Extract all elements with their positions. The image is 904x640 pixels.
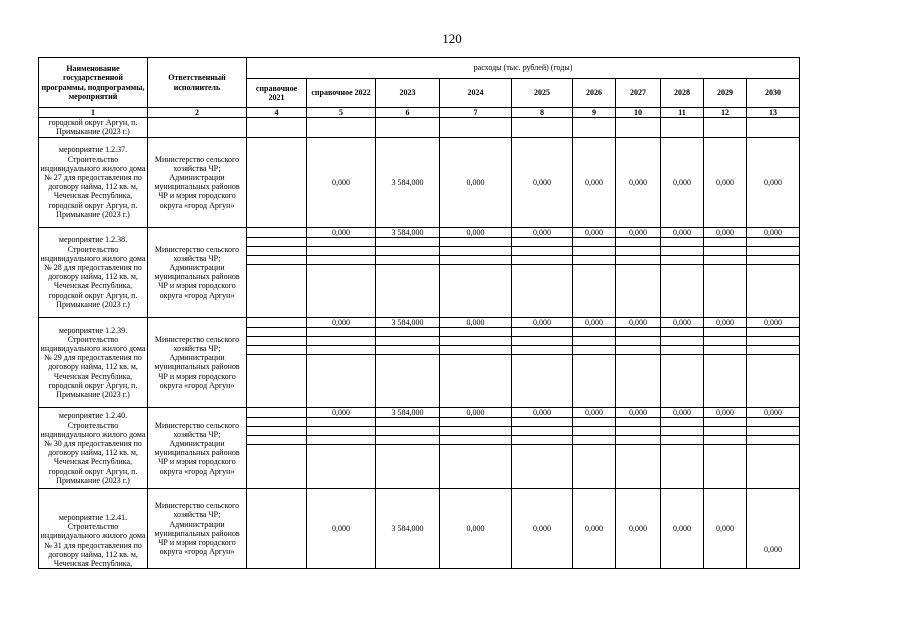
value-cell: 0,000: [573, 317, 616, 327]
value-cell: 0,000: [512, 227, 573, 237]
value-cell: 3 584,000: [376, 408, 440, 418]
header-year: 2023: [376, 79, 440, 108]
table-row-name: городской округ Аргун, п. Примыкание (2023 г.): [39, 118, 148, 137]
table-row: [39, 317, 800, 327]
column-number: 5: [307, 108, 376, 118]
value-cell: 0,000: [616, 489, 661, 569]
value-cell: 0,000: [573, 227, 616, 237]
column-number: 11: [661, 108, 704, 118]
value-cell: 0,000: [440, 227, 512, 237]
value-cell: 0,000: [440, 317, 512, 327]
header-year: справочное 2022: [307, 79, 376, 108]
value-cell: 0,000: [704, 227, 747, 237]
value-cell: 0,000: [573, 489, 616, 569]
value-cell: 0,000: [512, 137, 573, 227]
table-row-executor: Министерство сельского хозяйства ЧР; Администрации муниципальных районов ЧР и мэрия городского округа «город Аргун»: [148, 489, 247, 569]
table-row: [39, 489, 800, 569]
header-year: 2024: [440, 79, 512, 108]
value-cell: 0,000: [747, 408, 800, 418]
header-year: справочное 2021: [247, 79, 307, 108]
value-cell: 0,000: [704, 408, 747, 418]
table-row: [39, 137, 800, 227]
value-cell: 0,000: [440, 408, 512, 418]
value-cell: 0,000: [307, 489, 376, 569]
value-cell: 0,000: [307, 227, 376, 237]
value-cell: 0,000: [307, 137, 376, 227]
value-cell: 0,000: [512, 317, 573, 327]
value-cell: 0,000: [747, 317, 800, 327]
value-cell: 0,000: [616, 137, 661, 227]
column-number: 2: [148, 108, 247, 118]
value-cell: 0,000: [661, 317, 704, 327]
column-number: 8: [512, 108, 573, 118]
value-cell: 0,000: [616, 317, 661, 327]
value-cell: 0,000: [616, 408, 661, 418]
column-number: 10: [616, 108, 661, 118]
value-cell: 0,000: [747, 227, 800, 237]
column-number: 9: [573, 108, 616, 118]
header-year: 2026: [573, 79, 616, 108]
value-cell: 0,000: [704, 317, 747, 327]
header-year: 2025: [512, 79, 573, 108]
value-cell: 0,000: [661, 227, 704, 237]
value-cell: 3 584,000: [376, 317, 440, 327]
value-cell: [247, 408, 307, 418]
budget-table: [38, 57, 800, 569]
table-row: [39, 408, 800, 418]
header-executor-column: Ответственный исполнитель: [148, 58, 247, 108]
table-row-name: мероприятие 1.2.38. Строительство индивидуального жилого дома № 28 для предоставления по договору найма, 112 кв. м, Чеченская Республика, городской округ Аргун, п. Примыкание (2023 г.): [39, 227, 148, 317]
value-cell: 0,000: [573, 408, 616, 418]
value-cell: [247, 227, 307, 237]
value-cell: 0,000: [307, 408, 376, 418]
header-name-column: Наименование государственной программы, подпрограммы, мероприятий: [39, 58, 148, 108]
value-cell: 0,000: [440, 137, 512, 227]
value-cell: [247, 317, 307, 327]
value-cell: 0,000: [747, 137, 800, 227]
value-cell: 0,000: [616, 227, 661, 237]
value-cell: 3 584,000: [376, 489, 440, 569]
table-row-executor: Министерство сельского хозяйства ЧР; Администрации муниципальных районов ЧР и мэрия городского округа «город Аргун»: [148, 227, 247, 317]
header-year: 2029: [704, 79, 747, 108]
value-cell: 3 584,000: [376, 137, 440, 227]
value-cell: 0,000: [512, 408, 573, 418]
column-number: 1: [39, 108, 148, 118]
value-cell: 3 584,000: [376, 227, 440, 237]
table-row-name: мероприятие 1.2.37. Строительство индивидуального жилого дома № 27 для предоставления по договору найма, 112 кв. м, Чеченская Республика, городской округ Аргун, п. Примыкание (2023 г.): [39, 137, 148, 227]
table-row-name: мероприятие 1.2.41. Строительство индивидуального жилого дома № 31 для предоставления по договору найма, 112 кв. м, Чеченская Республика,: [39, 489, 148, 569]
value-cell: 0,000: [704, 489, 747, 569]
value-cell: 0,000: [747, 489, 800, 569]
value-cell: [247, 489, 307, 569]
value-cell: 0,000: [704, 137, 747, 227]
table-row-executor: Министерство сельского хозяйства ЧР; Администрации муниципальных районов ЧР и мэрия городского округа «город Аргун»: [148, 408, 247, 489]
table-row-name: мероприятие 1.2.40. Строительство индивидуального жилого дома № 30 для предоставления по договору найма, 112 кв. м, Чеченская Республика, городской округ Аргун, п. Примыкание (2023 г.): [39, 408, 148, 489]
table-row: [39, 227, 800, 237]
header-year: 2027: [616, 79, 661, 108]
header-expenses: расходы (тыс. рублей) (годы): [247, 58, 800, 79]
column-number: 13: [747, 108, 800, 118]
value-cell: 0,000: [661, 137, 704, 227]
value-cell: 0,000: [661, 408, 704, 418]
value-cell: 0,000: [440, 489, 512, 569]
table-row-executor: Министерство сельского хозяйства ЧР; Администрации муниципальных районов ЧР и мэрия городского округа «город Аргун»: [148, 137, 247, 227]
value-cell: 0,000: [512, 489, 573, 569]
column-number: 4: [247, 108, 307, 118]
value-cell: 0,000: [661, 489, 704, 569]
page-number: 120: [442, 31, 462, 46]
column-number: 12: [704, 108, 747, 118]
column-number: 7: [440, 108, 512, 118]
header-year: 2030: [747, 79, 800, 108]
value-cell: 0,000: [573, 137, 616, 227]
header-year: 2028: [661, 79, 704, 108]
table-row-name: мероприятие 1.2.39. Строительство индивидуального жилого дома № 29 для предоставления по договору найма, 112 кв. м, Чеченская Республика, городской округ Аргун, п. Примыкание (2023 г.): [39, 317, 148, 407]
value-cell: 0,000: [307, 317, 376, 327]
value-cell: [247, 137, 307, 227]
column-number: 6: [376, 108, 440, 118]
table-row-executor: Министерство сельского хозяйства ЧР; Администрации муниципальных районов ЧР и мэрия городского округа «город Аргун»: [148, 317, 247, 407]
